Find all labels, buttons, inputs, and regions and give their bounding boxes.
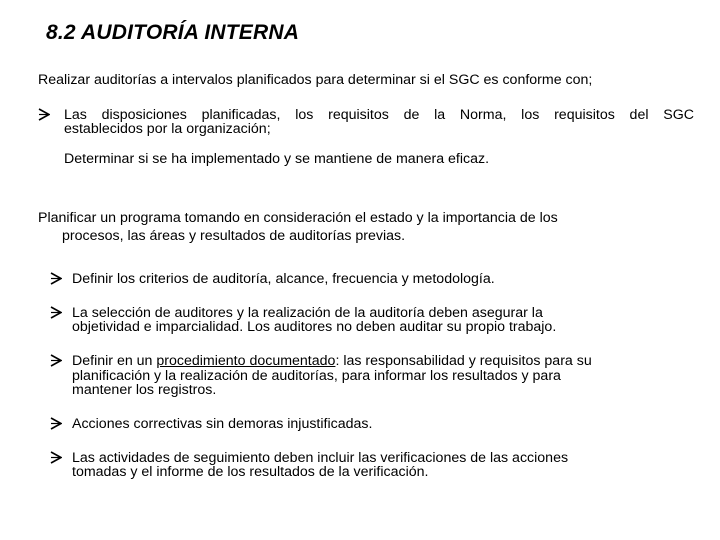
page-title: 8.2 AUDITORÍA INTERNA [46,21,300,44]
item-3-line-3: mantener los registros. [72,382,217,398]
arrow-bullet-icon [38,108,50,121]
item-3-line-2: planificación y la realización de auditorías, para informar los resultados y para [72,368,561,384]
arrow-bullet-icon [50,354,62,367]
arrow-bullet-icon [50,306,62,319]
procedimiento-documentado-link: procedimiento documentado [156,353,336,369]
item-3-prefix: Definir en un [72,353,157,369]
arrow-bullet-icon [50,451,62,464]
arrow-bullet-icon [50,272,62,285]
item-5-line-2: tomadas y el informe de los resultados de la verificación. [72,464,429,480]
intro-text: Realizar auditorías a intervalos planificados para determinar si el SGC es conforme con; [38,72,593,88]
determinar-text: Determinar si se ha implementado y se mantiene de manera eficaz. [64,151,490,167]
bullet-1-line-2: establecidos por la organización; [64,121,271,137]
bullet-1-line-1: Las disposiciones planificadas, los requisitos de la Norma, los requisitos del SGC [64,107,694,123]
item-4-text: Acciones correctivas sin demoras injustificadas. [72,416,373,432]
item-1-text: Definir los criterios de auditoría, alcance, frecuencia y metodología. [72,271,495,287]
planificar-line-1: Planificar un programa tomando en consideración el estado y la importancia de los [38,210,558,226]
item-3-suffix: : las responsabilidad y requisitos para su [335,353,592,369]
planificar-line-2: procesos, las áreas y resultados de auditorías previas. [62,228,406,244]
item-5-line-1: Las actividades de seguimiento deben incluir las verificaciones de las acciones [72,450,569,466]
item-3-line-1 [72,354,592,368]
arrow-bullet-icon [50,417,62,430]
item-2-line-1: La selección de auditores y la realización de la auditoría deben asegurar la [72,305,543,321]
item-2-line-2: objetividad e imparcialidad. Los auditores no deben auditar su propio trabajo. [72,319,557,335]
